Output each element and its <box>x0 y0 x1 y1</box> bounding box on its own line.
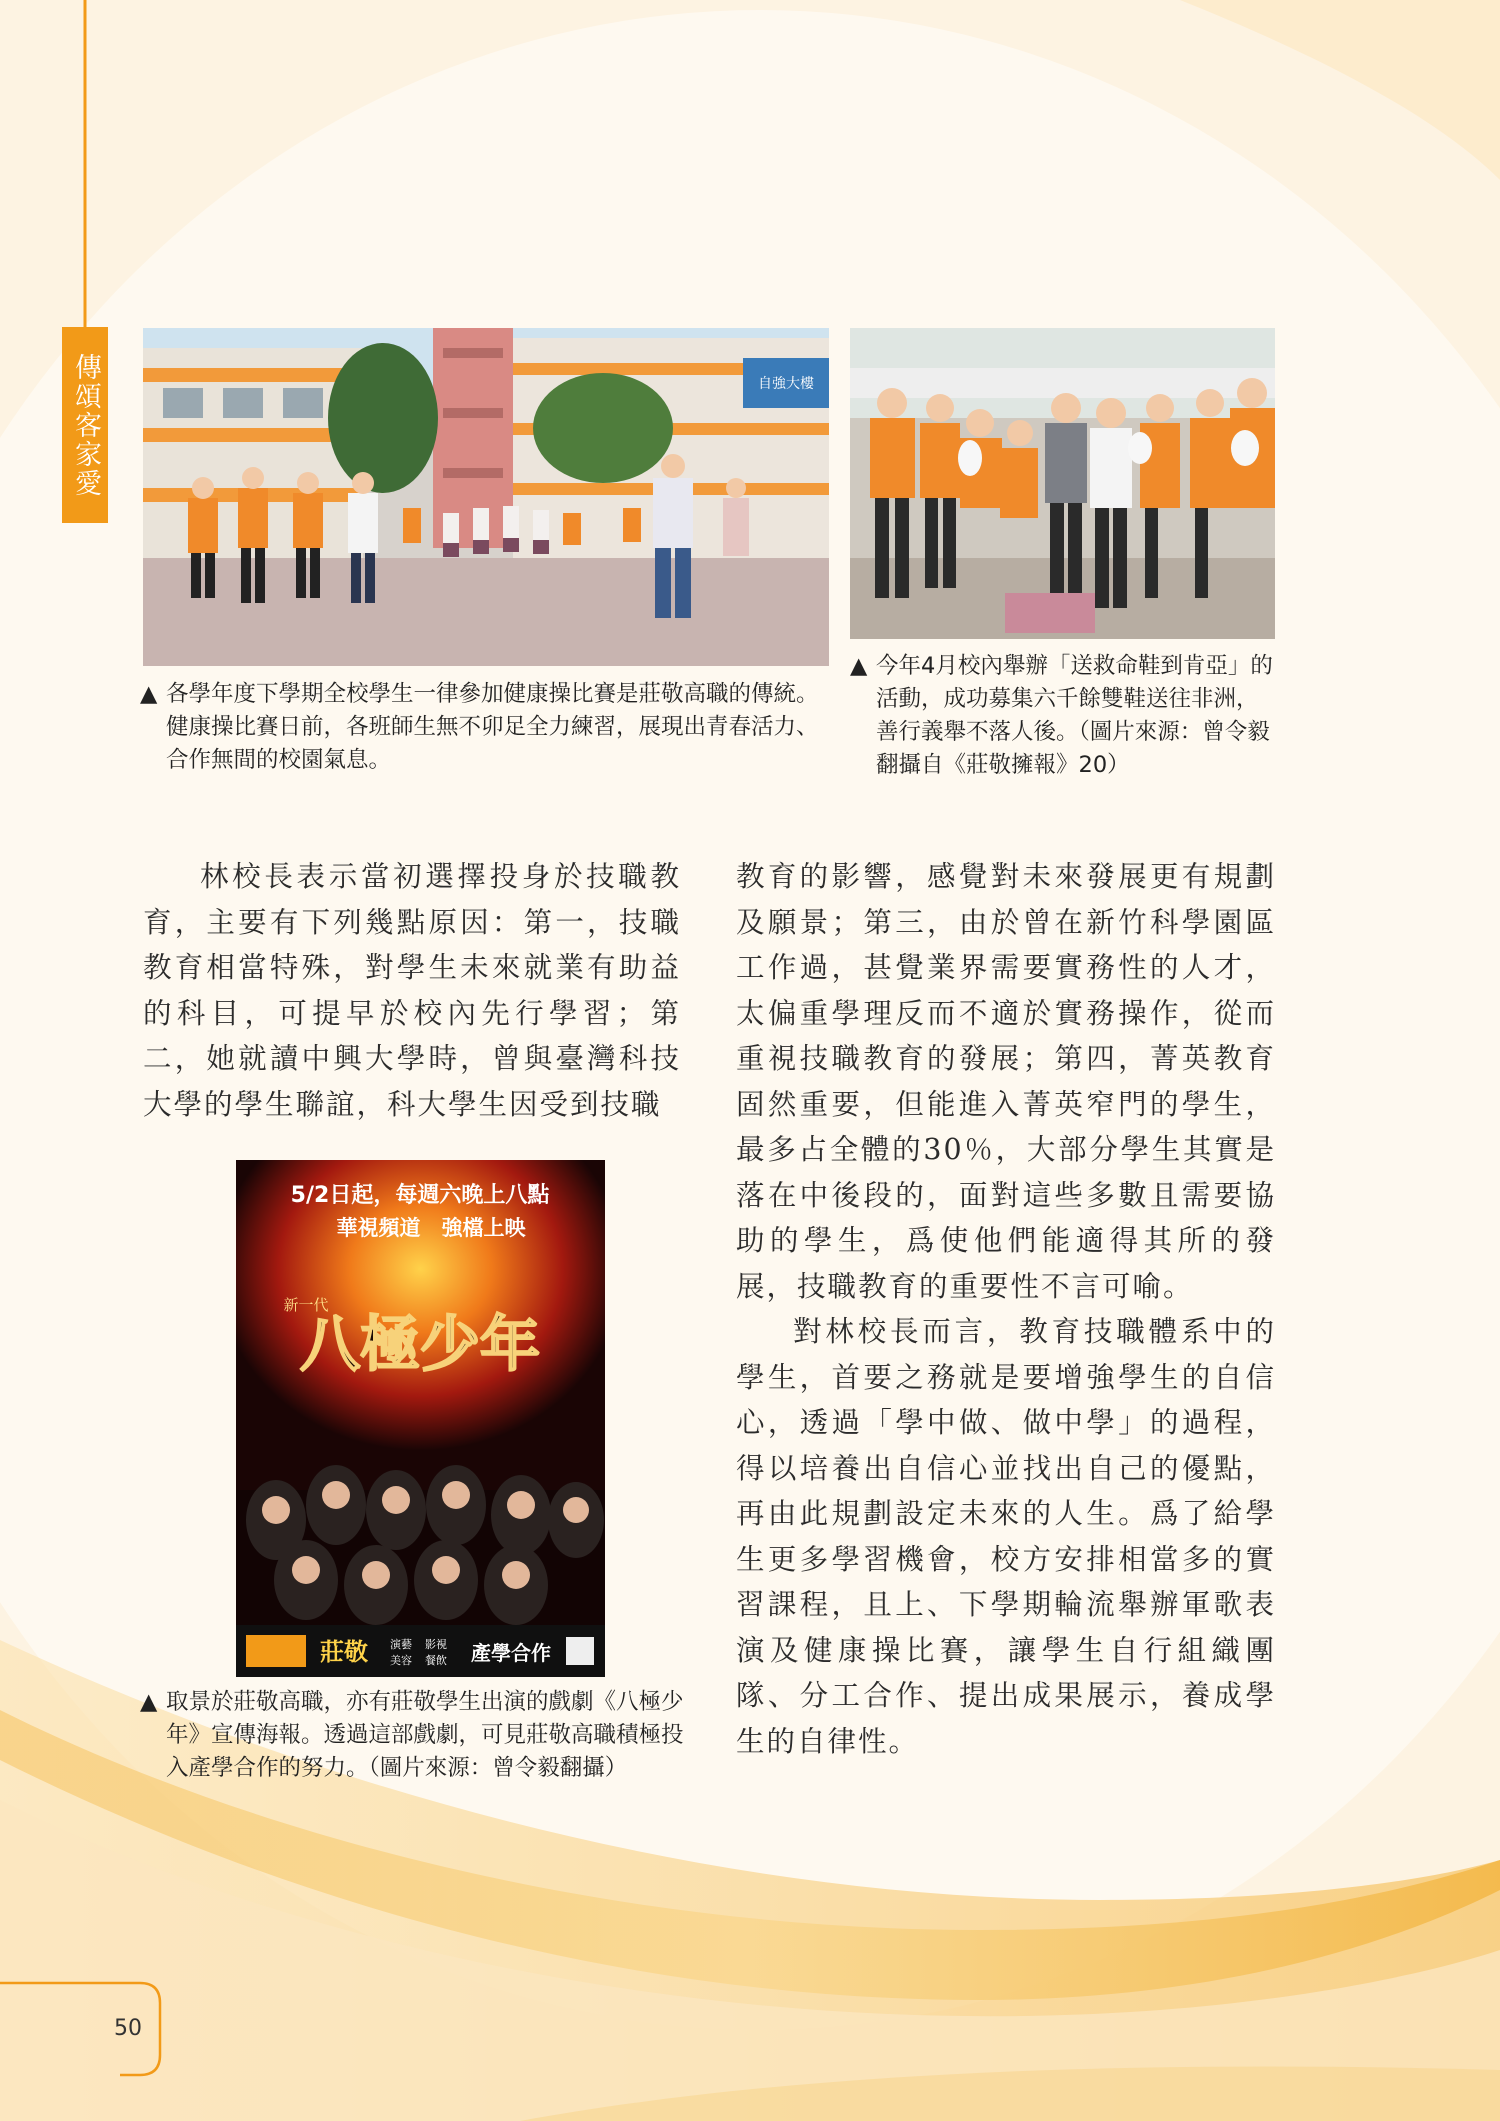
body-column-right <box>736 854 1276 1764</box>
poster-tagline: 產學合作 <box>471 1641 551 1665</box>
caption-drama-poster <box>140 1686 686 1785</box>
poster-top-line: 5/2日起，每週六晚上八點 <box>290 1183 550 1208</box>
photo-shoe-donation <box>850 328 1275 639</box>
poster-title: 八極少年 <box>300 1310 540 1380</box>
section-tab: 傳頌客家愛 <box>62 327 108 523</box>
poster-tag: 影視 <box>425 1638 447 1651</box>
photo-drama-poster <box>236 1160 605 1677</box>
poster-school-logo: 莊敬 <box>320 1638 368 1666</box>
poster-tag: 演藝 <box>390 1638 412 1651</box>
caption-marker: ▲ <box>850 653 868 679</box>
page-number: 50 <box>114 2016 142 2041</box>
photo-sign-text: 自強大樓 <box>758 376 814 392</box>
caption-text: 今年4月校內舉辦「送救命鞋到肯亞」的活動，成功募集六千餘雙鞋送往非洲，善行義舉不落人後。（圖片來源：曾令毅翻攝自《莊敬擁報》20） <box>876 653 1273 778</box>
caption-health-exercise <box>140 678 830 777</box>
caption-shoe-donation <box>850 650 1276 782</box>
poster-channel-line: 華視頻道 強檔上映 <box>336 1216 526 1240</box>
caption-marker: ▲ <box>140 681 158 707</box>
caption-text: 取景於莊敬高職，亦有莊敬學生出演的戲劇《八極少年》宣傳海報。透過這部戲劇，可見莊敬高職積極投入產學合作的努力。（圖片來源：曾令毅翻攝） <box>166 1689 684 1781</box>
body-paragraph-continued: 教育的影響，感覺對未來發展更有規劃及願景；第三，由於曾在新竹科學園區工作過，甚覺業界需要實務性的人才，太偏重學理反而不適於實務操作，從而重視技職教育的發展；第四，菁英教育固然重要，但能進入菁英窄門的學生，最多占全體的30％，大部分學生其實是落在中後段的，面對這些多數且需要協助的學生，爲使他們能適得其所的發展，技職教育的重要性不言可喻。 <box>736 860 1276 1303</box>
body-column-left <box>143 854 681 1127</box>
caption-text: 各學年度下學期全校學生一律參加健康操比賽是莊敬高職的傳統。健康操比賽日前，各班師生無不卯足全力練習，展現出青春活力、合作無間的校園氣息。 <box>166 681 819 773</box>
body-paragraph: 林校長表示當初選擇投身於技職教育，主要有下列幾點原因：第一，技職教育相當特殊，對學生未來就業有助益的科目，可提早於校內先行學習；第二，她就讀中興大學時，曾與臺灣科技大學的學生聯誼，科大學生因受到技職 <box>143 860 681 1121</box>
caption-marker: ▲ <box>140 1689 158 1715</box>
photo-health-exercise <box>143 328 829 666</box>
poster-brand-small: 新一代 <box>283 1296 329 1314</box>
poster-tag: 美容 <box>390 1654 412 1667</box>
poster-tag: 餐飲 <box>425 1654 447 1667</box>
body-paragraph: 對林校長而言，教育技職體系中的學生，首要之務就是要增強學生的自信心，透過「學中做、做中學」的過程，得以培養出自信心並找出自己的優點，再由此規劃設定未來的人生。爲了給學生更多學習機會，校方安排相當多的實習課程，且上、下學期輪流舉辦軍歌表演及健康操比賽，讓學生自行組織團隊、分工合作、提出成果展示，養成學生的自律性。 <box>736 1315 1276 1758</box>
